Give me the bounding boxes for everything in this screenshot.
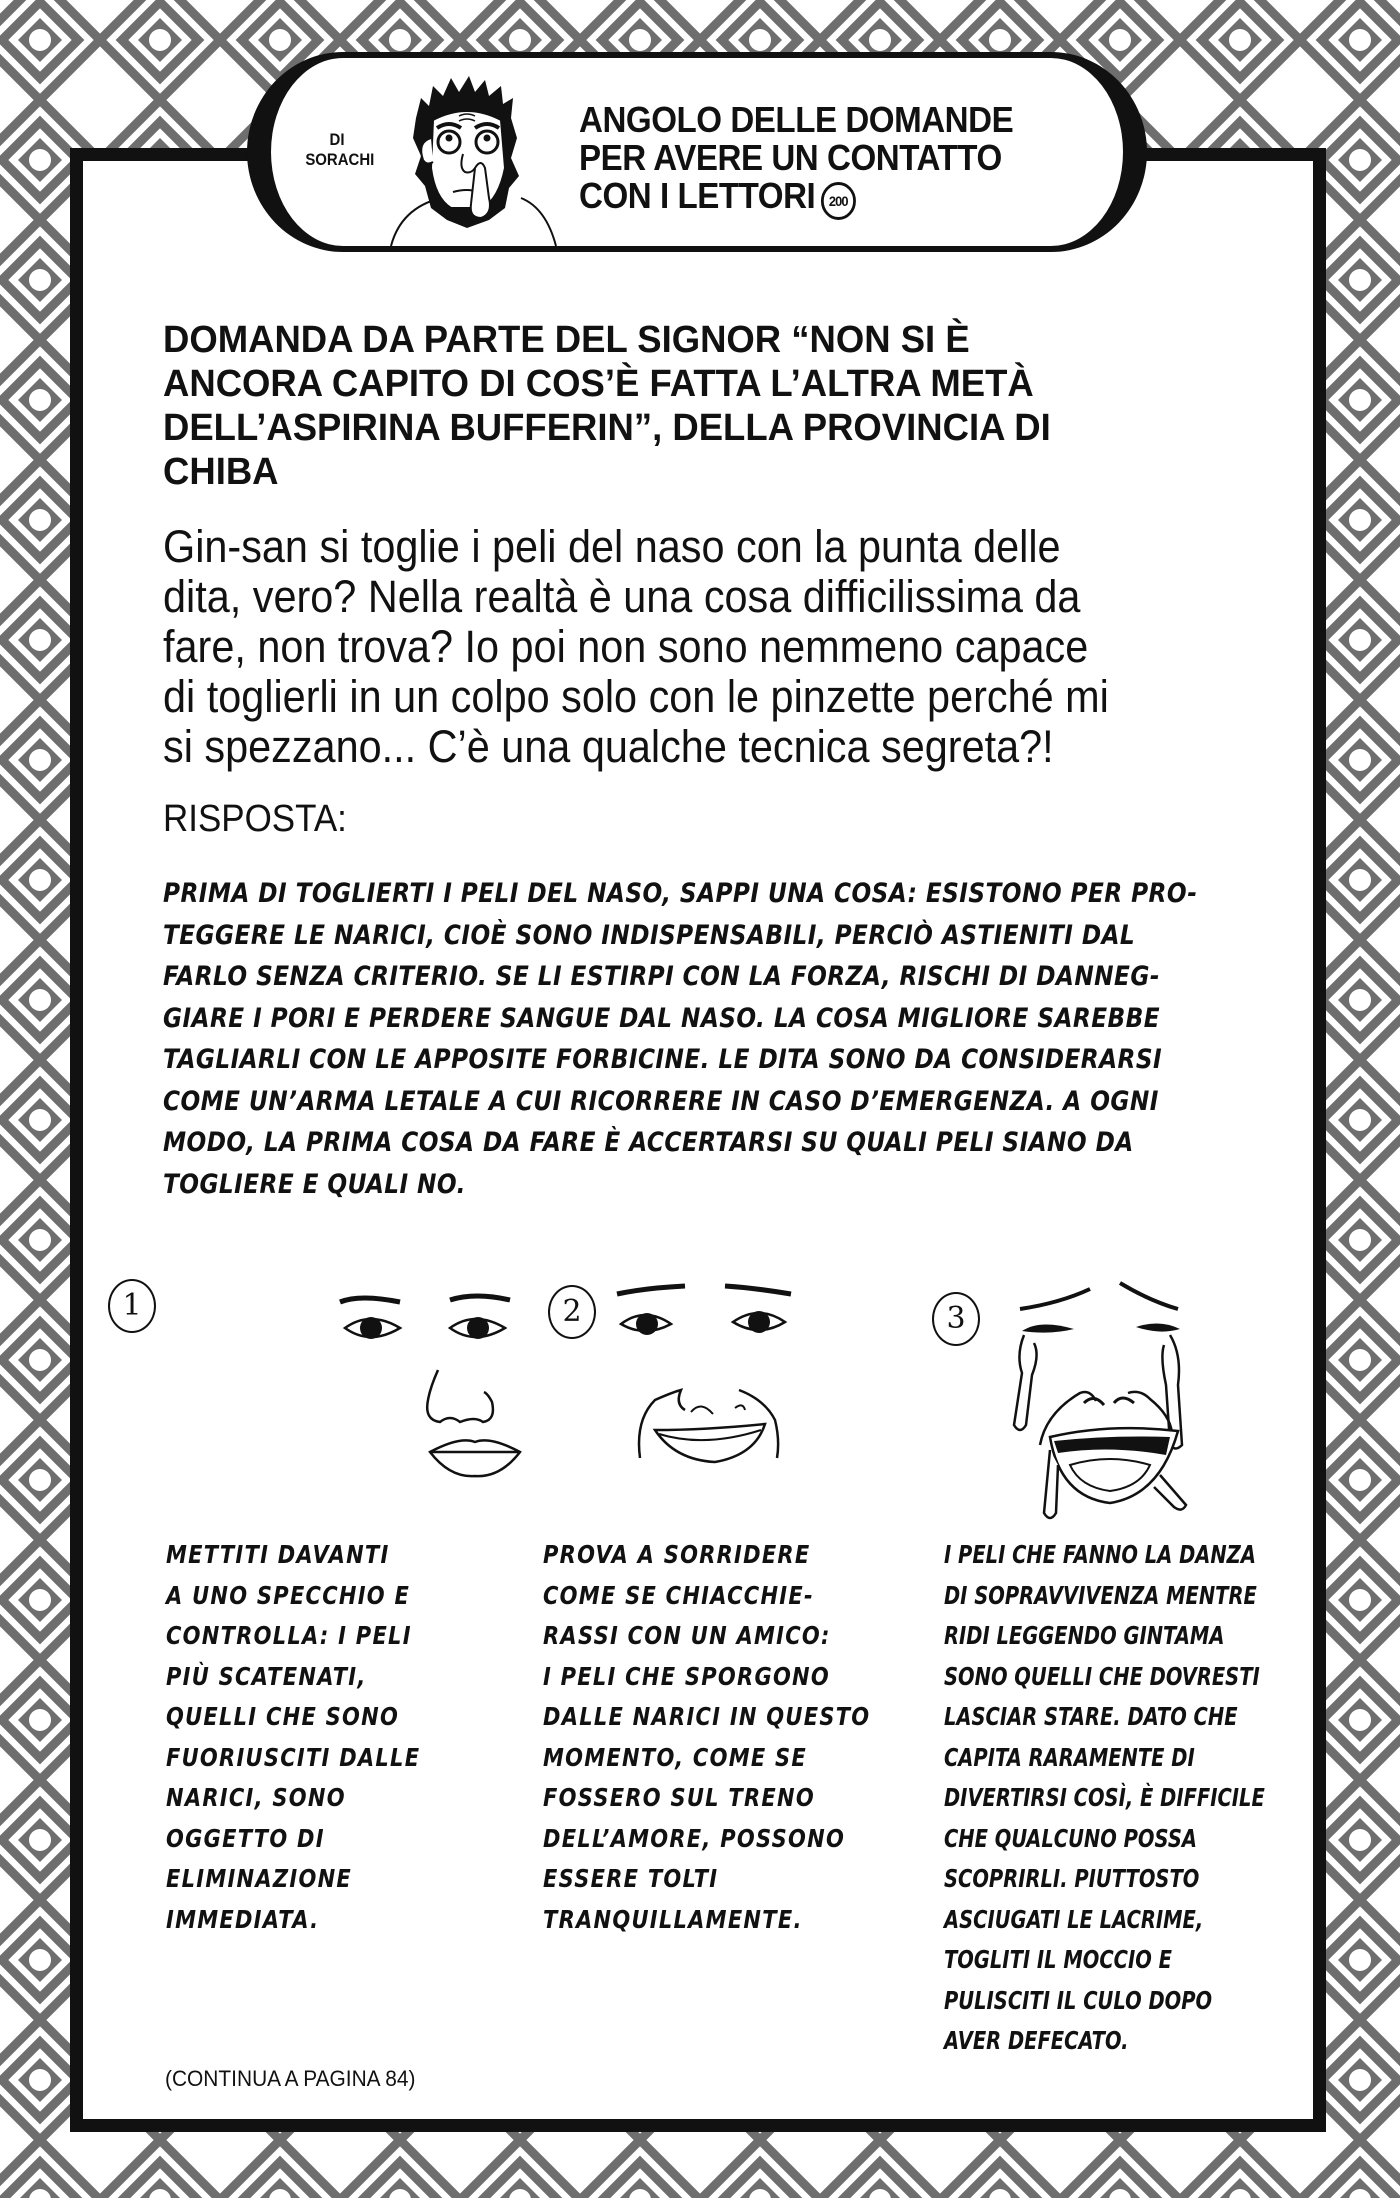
caption-line: CHE QUALCUNO POSSA [944, 1823, 1197, 1853]
step-1-number: 1 [108, 1279, 156, 1333]
author-portrait-icon [371, 58, 561, 246]
caption-line: NARICI, SONO [166, 1783, 346, 1812]
continue-page-note: (CONTINUA A PAGINA 84) [165, 2066, 416, 2091]
caption-line: FUORIUSCITI DALLE [166, 1742, 421, 1772]
answer-line: COME UN’ARMA LETALE A CUI RICORRERE IN CASO D’EMERGENZA. A OGNI [163, 1085, 1159, 1117]
answer-line: TOGLIERE E QUALI NO. [163, 1168, 466, 1200]
answer-line: GIARE I PORI E PERDERE SANGUE DAL NASO. LA COSA MIGLIORE SAREBBE [163, 1002, 1161, 1034]
caption-line: ASCIUGATI LE LACRIME, [944, 1904, 1204, 1934]
caption-line: COME SE CHIACCHIE- [543, 1580, 814, 1610]
caption-line: RASSI CON UN AMICO: [543, 1621, 831, 1650]
caption-line: QUELLI CHE SONO [166, 1702, 400, 1731]
neutral-face-icon [300, 1290, 540, 1490]
caption-line: RIDI LEGGENDO GINTAMA [944, 1621, 1225, 1650]
answer-line: FARLO SENZA CRITERIO. SE LI ESTIRPI CON LA FORZA, RISCHI DI DANNEG- [163, 961, 1160, 992]
answer-line: TAGLIARLI CON LE APPOSITE FORBICINE. LE DITA SONO DA CONSIDERARSI [163, 1044, 1163, 1075]
caption-line: CAPITA RARAMENTE DI [944, 1742, 1195, 1772]
title-line-2: PER AVERE UN CONTATTO [579, 137, 1002, 178]
caption-line: DELL’AMORE, POSSONO [543, 1823, 846, 1853]
question-line: Gin-san si toglie i peli del naso con la punta delle [163, 521, 1061, 572]
heading-line: DELL’ASPIRINA BUFFERIN”, DELLA PROVINCIA DI [163, 407, 1051, 449]
caption-line: PROVA A SORRIDERE [543, 1540, 811, 1569]
step-3-number: 3 [932, 1292, 980, 1346]
issue-number-badge: 200 [821, 182, 856, 220]
caption-line: FOSSERO SUL TRENO [543, 1783, 815, 1812]
caption-line: METTITI DAVANTI [166, 1540, 390, 1569]
laughing-crying-face-icon [1010, 1265, 1210, 1525]
heading-line: DOMANDA DA PARTE DEL SIGNOR “NON SI È [163, 319, 970, 361]
caption-line: IMMEDIATA. [166, 1904, 320, 1934]
answer-body [163, 873, 1198, 1205]
caption-line: DIVERTIRSI COSÌ, È DIFFICILE [944, 1783, 1265, 1812]
step-3-caption [944, 1535, 1265, 2062]
author-byline [305, 130, 375, 170]
answer-line: TEGGERE LE NARICI, CIOÈ SONO INDISPENSABILI, PERCIÒ ASTIENITI DAL [163, 919, 1136, 951]
answer-line: PRIMA DI TOGLIERTI I PELI DEL NASO, SAPPI UNA COSA: ESISTONO PER PRO- [163, 878, 1198, 909]
question-heading [163, 318, 1229, 494]
page-title [579, 101, 1013, 220]
answer-label: RISPOSTA: [163, 798, 347, 840]
caption-line: DALLE NARICI IN QUESTO [543, 1702, 871, 1731]
step-1-caption [166, 1535, 420, 1940]
question-line: si spezzano... C’è una qualche tecnica segreta?! [163, 721, 1054, 772]
question-body [163, 522, 1203, 772]
illustrated-steps [100, 1265, 1310, 2065]
byline-name: SORACHI [305, 150, 375, 169]
caption-line: DI SOPRAVVIVENZA MENTRE [944, 1580, 1257, 1610]
caption-line: TOGLITI IL MOCCIO E [944, 1945, 1172, 1974]
caption-line: PIÙ SCATENATI, [166, 1661, 367, 1691]
caption-line: AVER DEFECATO. [944, 2026, 1129, 2055]
caption-line: SONO QUELLI CHE DOVRESTI [944, 1661, 1260, 1691]
caption-line: PULISCITI IL CULO DOPO [944, 1985, 1213, 2015]
caption-line: CONTROLLA: I PELI [166, 1621, 412, 1650]
caption-line: OGGETTO DI [166, 1823, 325, 1853]
smiling-face-icon [605, 1280, 805, 1470]
step-2-number: 2 [548, 1285, 596, 1339]
title-line-3: CON I LETTORI 200 [579, 177, 1013, 220]
title-line-1: ANGOLO DELLE DOMANDE [579, 99, 1014, 140]
caption-line: A UNO SPECCHIO E [166, 1580, 411, 1610]
answer-line: MODO, LA PRIMA COSA DA FARE È ACCERTARSI SU QUALI PELI SIANO DA [163, 1127, 1134, 1158]
question-line: di toglierli in un colpo solo con le pinzette perché mi [163, 671, 1109, 722]
caption-line: I PELI CHE SPORGONO [543, 1661, 831, 1691]
qa-content [163, 318, 1283, 1205]
question-line: fare, non trova? Io poi non sono nemmeno capace [163, 621, 1089, 672]
caption-line: ELIMINAZIONE [166, 1864, 353, 1893]
byline-prefix: DI [329, 130, 345, 149]
caption-line: I PELI CHE FANNO LA DANZA [944, 1540, 1256, 1569]
step-2-caption [543, 1535, 870, 1940]
caption-line: MOMENTO, COME SE [543, 1742, 808, 1772]
caption-line: LASCIAR STARE. DATO CHE [944, 1702, 1238, 1731]
heading-line: ANCORA CAPITO DI COS’È FATTA L’ALTRA METÀ [163, 363, 1034, 405]
caption-line: TRANQUILLAMENTE. [543, 1904, 803, 1934]
heading-line: CHIBA [163, 451, 279, 493]
question-line: dita, vero? Nella realtà è una cosa difficilissima da [163, 571, 1081, 622]
header-banner [247, 52, 1147, 252]
caption-line: ESSERE TOLTI [543, 1864, 719, 1893]
caption-line: SCOPRIRLI. PIUTTOSTO [944, 1864, 1200, 1893]
